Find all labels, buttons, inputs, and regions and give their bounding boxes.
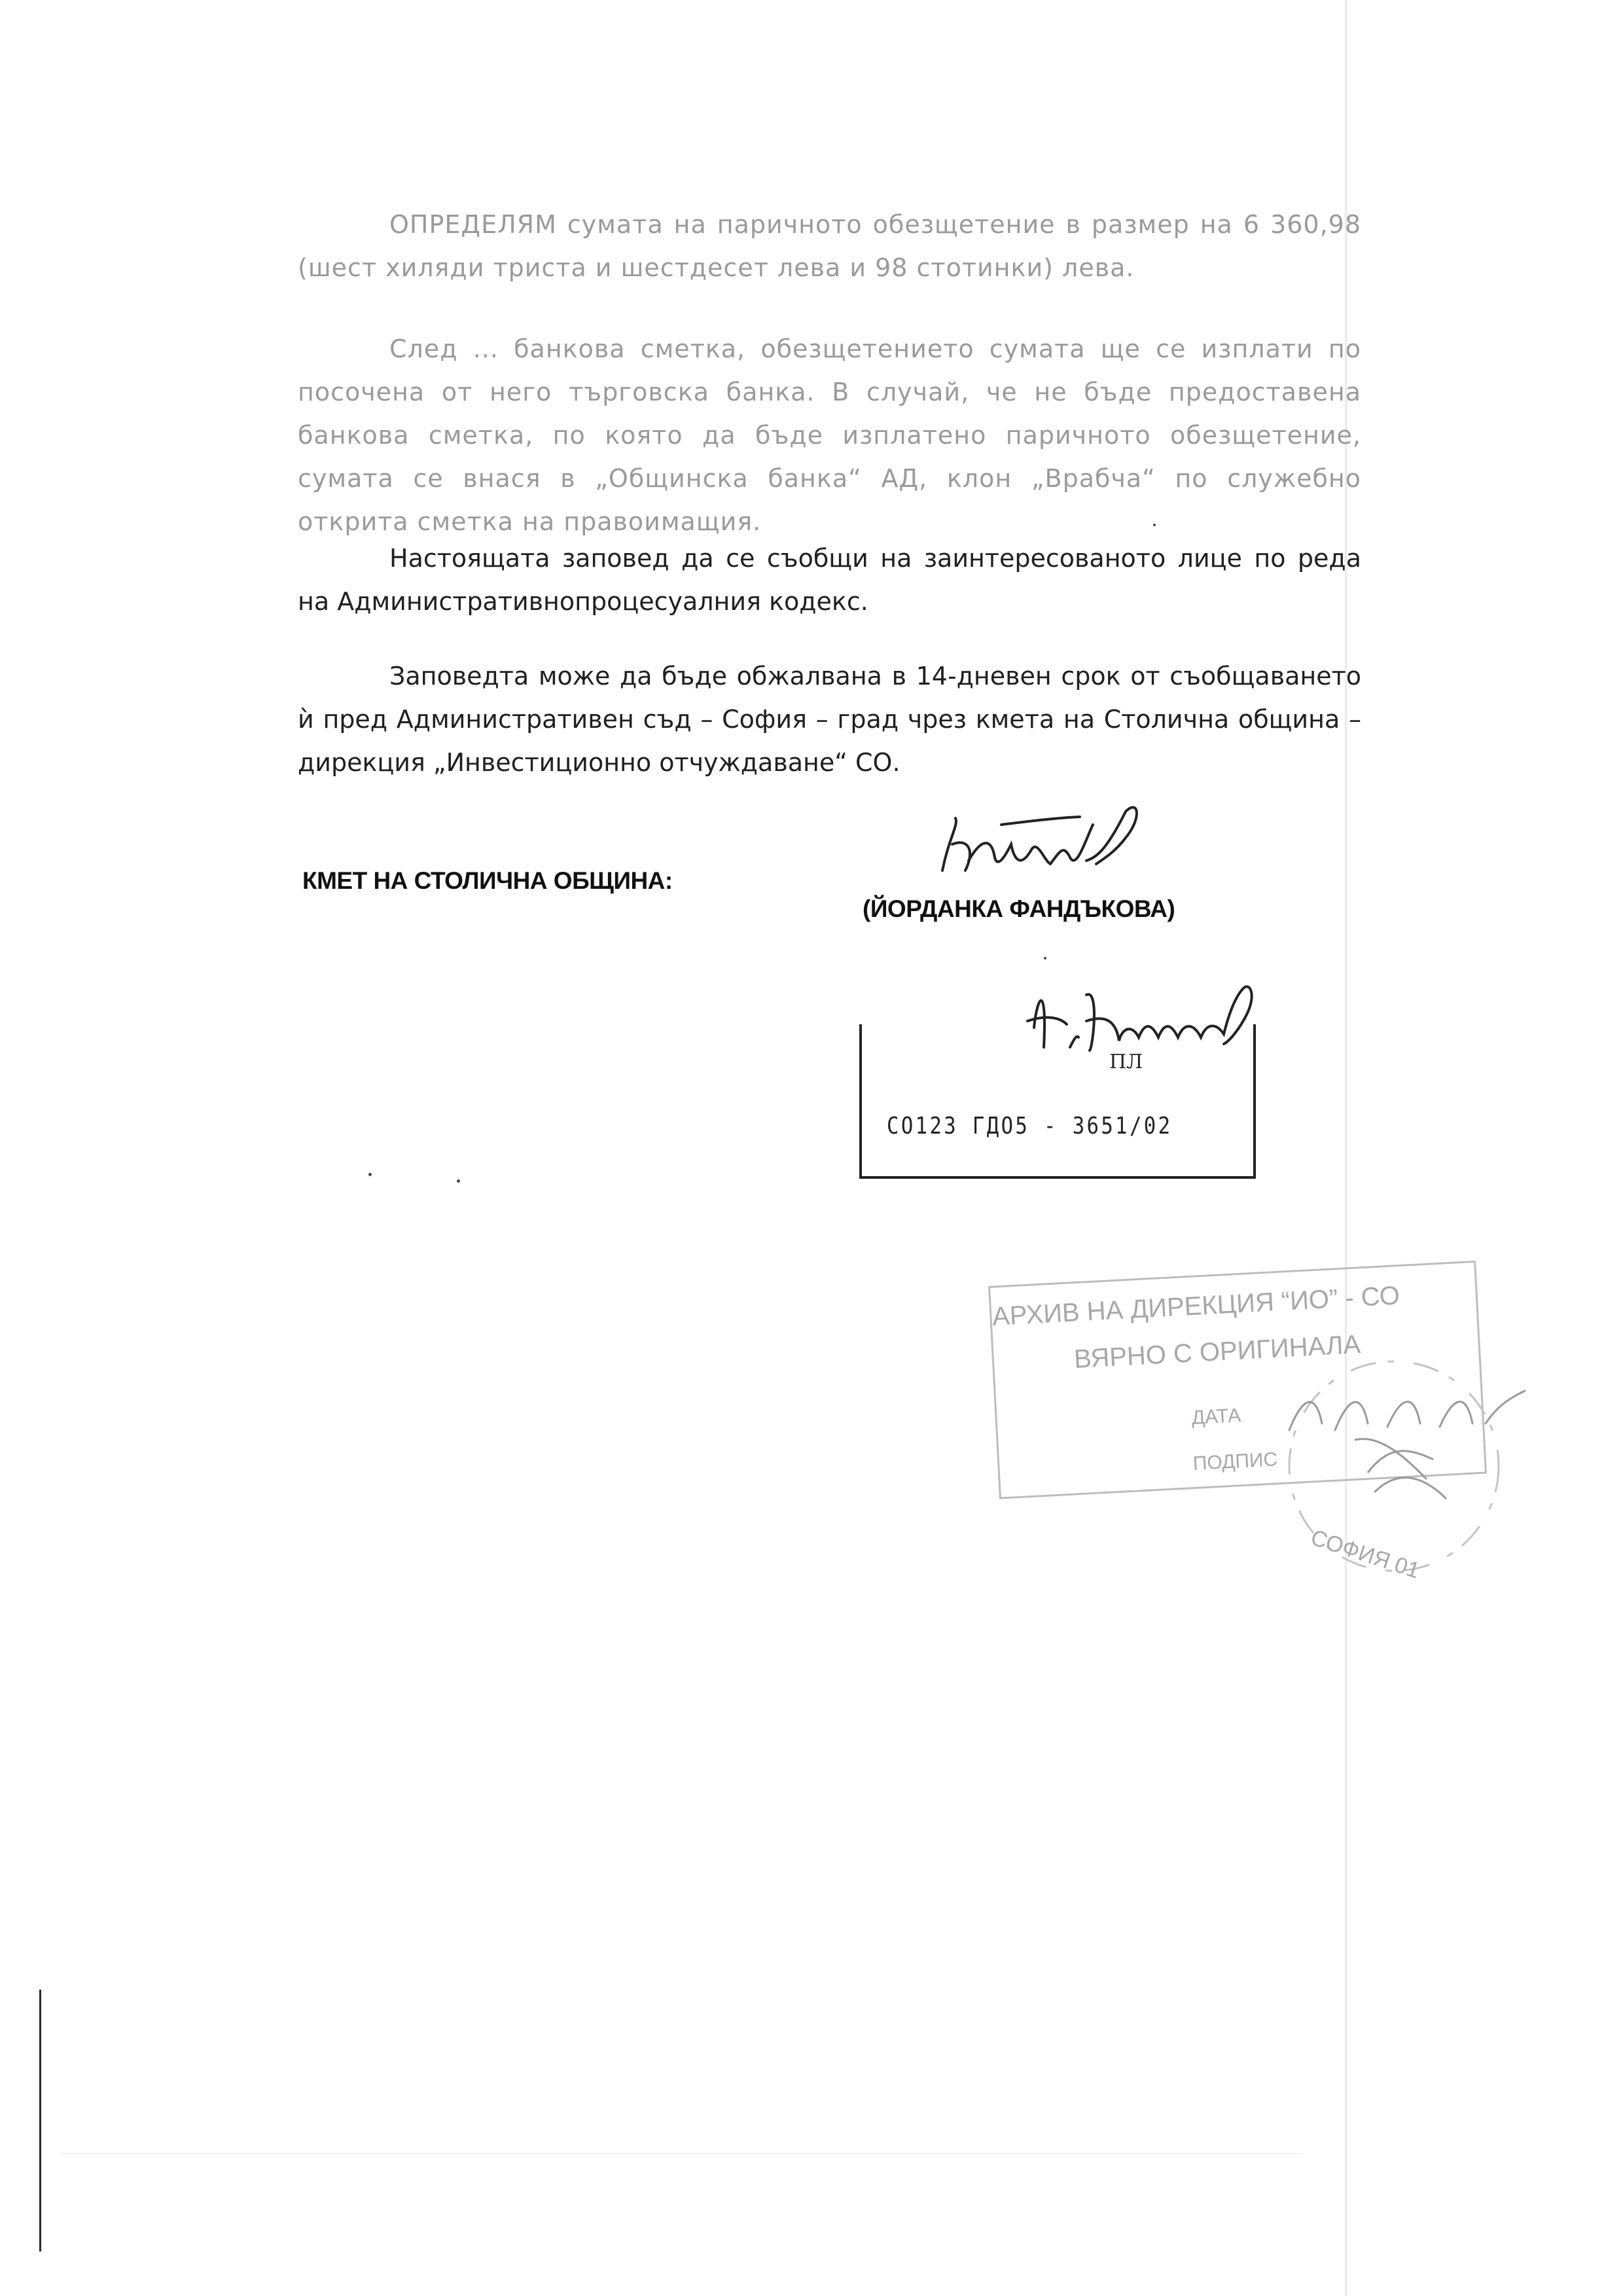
reference-number: СО123 ГДО5 - 3651/02 [887, 1113, 1173, 1139]
stamp-archive-text: АРХИВ НА ДИРЕКЦИЯ “ИО” - СО [991, 1281, 1400, 1331]
scan-edge-line [39, 1990, 41, 2251]
mayor-signature [929, 798, 1158, 897]
scan-speck [368, 1173, 372, 1176]
stamp-true-copy-text: ВЯРНО С ОРИГИНАЛА [1073, 1330, 1362, 1374]
stamp-date-label: ДАТА [1191, 1405, 1241, 1429]
scan-speck [1044, 957, 1046, 960]
scan-faint-line [59, 2153, 1302, 2154]
paragraph-appeal: Заповедта може да бъде обжалвана в 14-дневен срок от съобщаването ѝ пред Административен съд – София – град чрез кмета на Столична община – дирекция „Инвестиционно отчуждаване“ СО. [298, 662, 1361, 777]
registration-box [859, 1024, 1256, 1179]
stamp-sign-label: ПОДПИС [1192, 1448, 1278, 1475]
paragraph-compensation-amount: ОПРЕДЕЛЯМ сумата на паричното обезщетение в размер на 6 360,98 (шест хиляди триста и шестдесет лева и 98 стотинки) лева. [298, 210, 1361, 282]
mayor-title: КМЕТ НА СТОЛИЧНА ОБЩИНА: [302, 867, 673, 894]
handwritten-date-mark [1276, 1371, 1538, 1450]
seal-city-text: СОФИЯ 01 [1308, 1525, 1423, 1584]
paragraph-payment-procedure: След ... банкова сметка, обезщетението сумата ще се изплати по посочена от него търговска банка. В случай, че не бъде предоставена банкова сметка, по която да бъде изплатено паричното обезщетение, сумата се внася в „Общинска банка“ АД, клон „Врабча“ по служебно открита сметка на правоимащия. [298, 334, 1361, 536]
reference-initials: ПЛ [1109, 1050, 1143, 1073]
scan-speck [457, 1179, 460, 1183]
mayor-name: (ЙОРДАНКА ФАНДЪКОВА) [863, 895, 1175, 922]
paragraph-notification: Настоящата заповед да се съобщи на заинтересованото лице по реда на Административнопроцесуалния кодекс. [298, 544, 1361, 616]
